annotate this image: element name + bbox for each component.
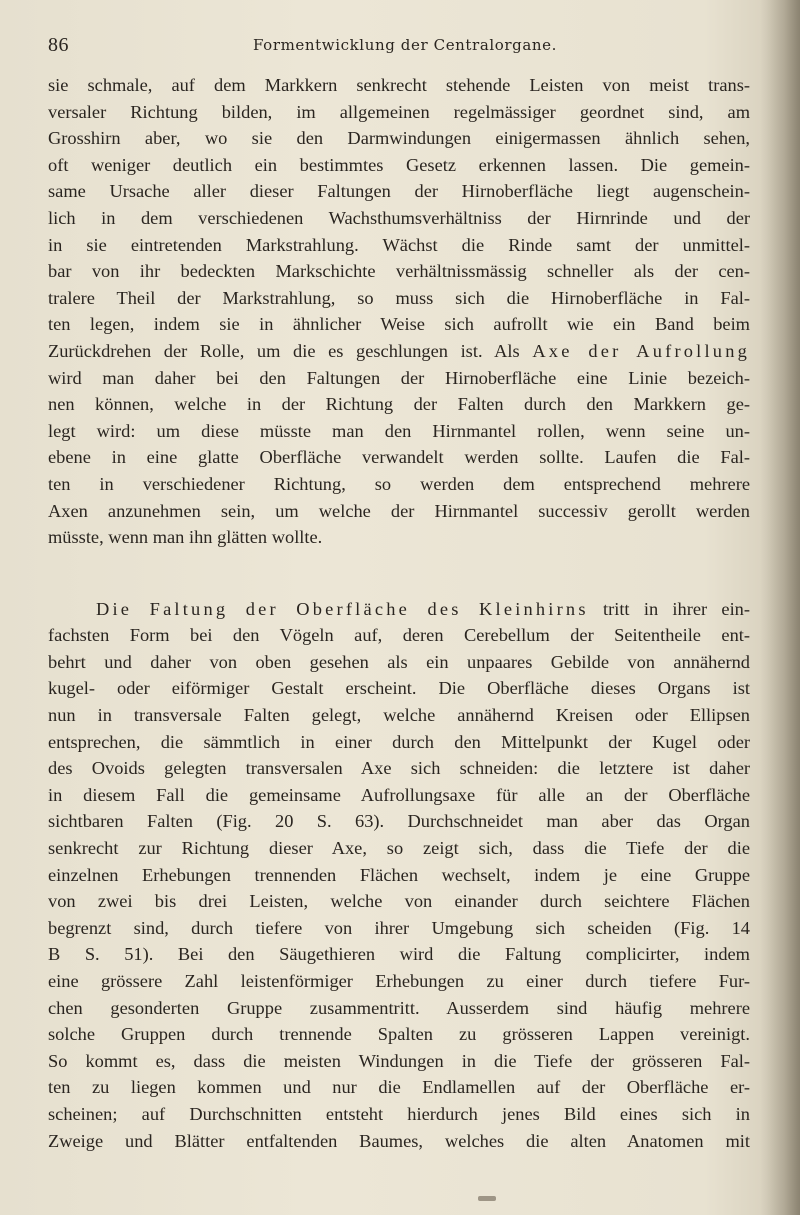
text-line: legt wird: um diese müsste man den Hirnmantel rollen, wenn seine un- [48, 420, 750, 441]
text-line: sie schmale, auf dem Markkern senkrecht stehende Leisten von meist trans- [48, 75, 750, 95]
printer-mark [478, 1196, 496, 1201]
text-line: Axen anzunehmen sein, um welche der Hirnmantel successiv gerollt werden [48, 500, 750, 521]
text-line: des Ovoids gelegten transversalen Axe sich schneiden: die letztere ist daher [48, 758, 750, 779]
body-text [48, 72, 750, 1154]
text-line: lich in dem verschiedenen Wachsthumsverhältniss der Hirnrinde und der [48, 207, 750, 228]
text-line: entsprechen, die sämmtlich in einer durch den Mittelpunkt der Kugel oder [48, 731, 750, 752]
text-line: behrt und daher von oben gesehen als ein unpaares Gebilde von annähernd [48, 651, 750, 672]
text-line: eine grössere Zahl leistenförmiger Erhebungen zu einer durch tiefere Fur- [48, 971, 750, 991]
page-number: 86 [48, 34, 69, 56]
text-segment: Zurückdrehen der Rolle, um die es geschlungen ist. Als [48, 340, 520, 361]
text-line: in diesem Fall die gemeinsame Aufrollungsaxe für alle an der Oberfläche [48, 784, 750, 805]
text-line: sichtbaren Falten (Fig. 20 S. 63). Durchschneidet man aber das Organ [48, 811, 750, 832]
text-line: ebene in eine glatte Oberfläche verwandelt werden sollte. Laufen die Fal- [48, 447, 750, 468]
text-line: ten in verschiedener Richtung, so werden dem entsprechend mehrere [48, 473, 750, 494]
spaced-term: Axe der Aufrollung [532, 340, 750, 361]
text-line: ten legen, indem sie in ähnlicher Weise sich aufrollt wie ein Band beim [48, 314, 750, 335]
running-title: Formentwicklung der Centralorgane. [253, 36, 558, 54]
text-line: senkrecht zur Richtung dieser Axe, so zeigt sich, dass die Tiefe der die [48, 838, 750, 859]
text-line: solche Gruppen durch trennende Spalten zu grösseren Lappen vereinigt. [48, 1024, 750, 1045]
binding-shadow [760, 0, 800, 1215]
text-line: tralere Theil der Markstrahlung, so muss sich die Hirnoberfläche in Fal- [48, 287, 750, 308]
text-line: wird man daher bei den Faltungen der Hirnoberfläche eine Linie bezeich- [48, 367, 750, 388]
page-header [48, 34, 748, 60]
text-line: in sie eintretenden Markstrahlung. Wächst die Rinde samt der unmittel- [48, 234, 750, 255]
text-segment: tritt in ihrer ein- [602, 598, 751, 619]
text-line [48, 596, 750, 623]
text-line: same Ursache aller dieser Faltungen der Hirnoberfläche liegt augenschein- [48, 181, 750, 202]
text-line: von zwei bis drei Leisten, welche von einander durch seichtere Flächen [48, 891, 750, 912]
paragraph-gap [48, 551, 750, 596]
text-line: oft weniger deutlich ein bestimmtes Gesetz erkennen lassen. Die gemein- [48, 154, 750, 175]
text-line: Grosshirn aber, wo sie den Darmwindungen einigermassen ähnlich sehen, [48, 128, 750, 149]
text-line: B S. 51). Bei den Säugethieren wird die Faltung complicirter, indem [48, 944, 750, 965]
text-line: bar von ihr bedeckten Markschichte verhältnissmässig schneller als der cen- [48, 261, 750, 282]
text-line: fachsten Form bei den Vögeln auf, deren Cerebellum der Seitentheile ent- [48, 625, 750, 646]
text-line: einzelnen Erhebungen trennenden Flächen wechselt, indem je eine Gruppe [48, 864, 750, 885]
spaced-term: Die Faltung der Oberfläche des Kleinhirns [96, 598, 589, 619]
text-line: müsste, wenn man ihn glätten wollte. [48, 527, 323, 548]
text-line: scheinen; auf Durchschnitten entsteht hierdurch jenes Bild eines sich in [48, 1103, 750, 1124]
text-line: ten zu liegen kommen und nur die Endlamellen auf der Oberfläche er- [48, 1077, 750, 1098]
text-line: So kommt es, dass die meisten Windungen in die Tiefe der grösseren Fal- [48, 1050, 750, 1071]
text-line: versaler Richtung bilden, im allgemeinen regelmässiger geordnet sind, am [48, 101, 750, 122]
text-line: begrenzt sind, durch tiefere von ihrer Umgebung sich scheiden (Fig. 14 [48, 917, 750, 938]
text-line: nen können, welche in der Richtung der Falten durch den Markkern ge- [48, 394, 750, 415]
text-line: nun in transversale Falten gelegt, welche annähernd Kreisen oder Ellipsen [48, 705, 750, 726]
text-line: chen gesonderten Gruppe zusammentritt. Ausserdem sind häufig mehrere [48, 997, 750, 1018]
text-line [48, 338, 750, 365]
text-line: Zweige und Blätter entfaltenden Baumes, welches die alten Anatomen mit [48, 1130, 750, 1151]
text-line: kugel- oder eiförmiger Gestalt erscheint. Die Oberfläche dieses Organs ist [48, 678, 750, 699]
